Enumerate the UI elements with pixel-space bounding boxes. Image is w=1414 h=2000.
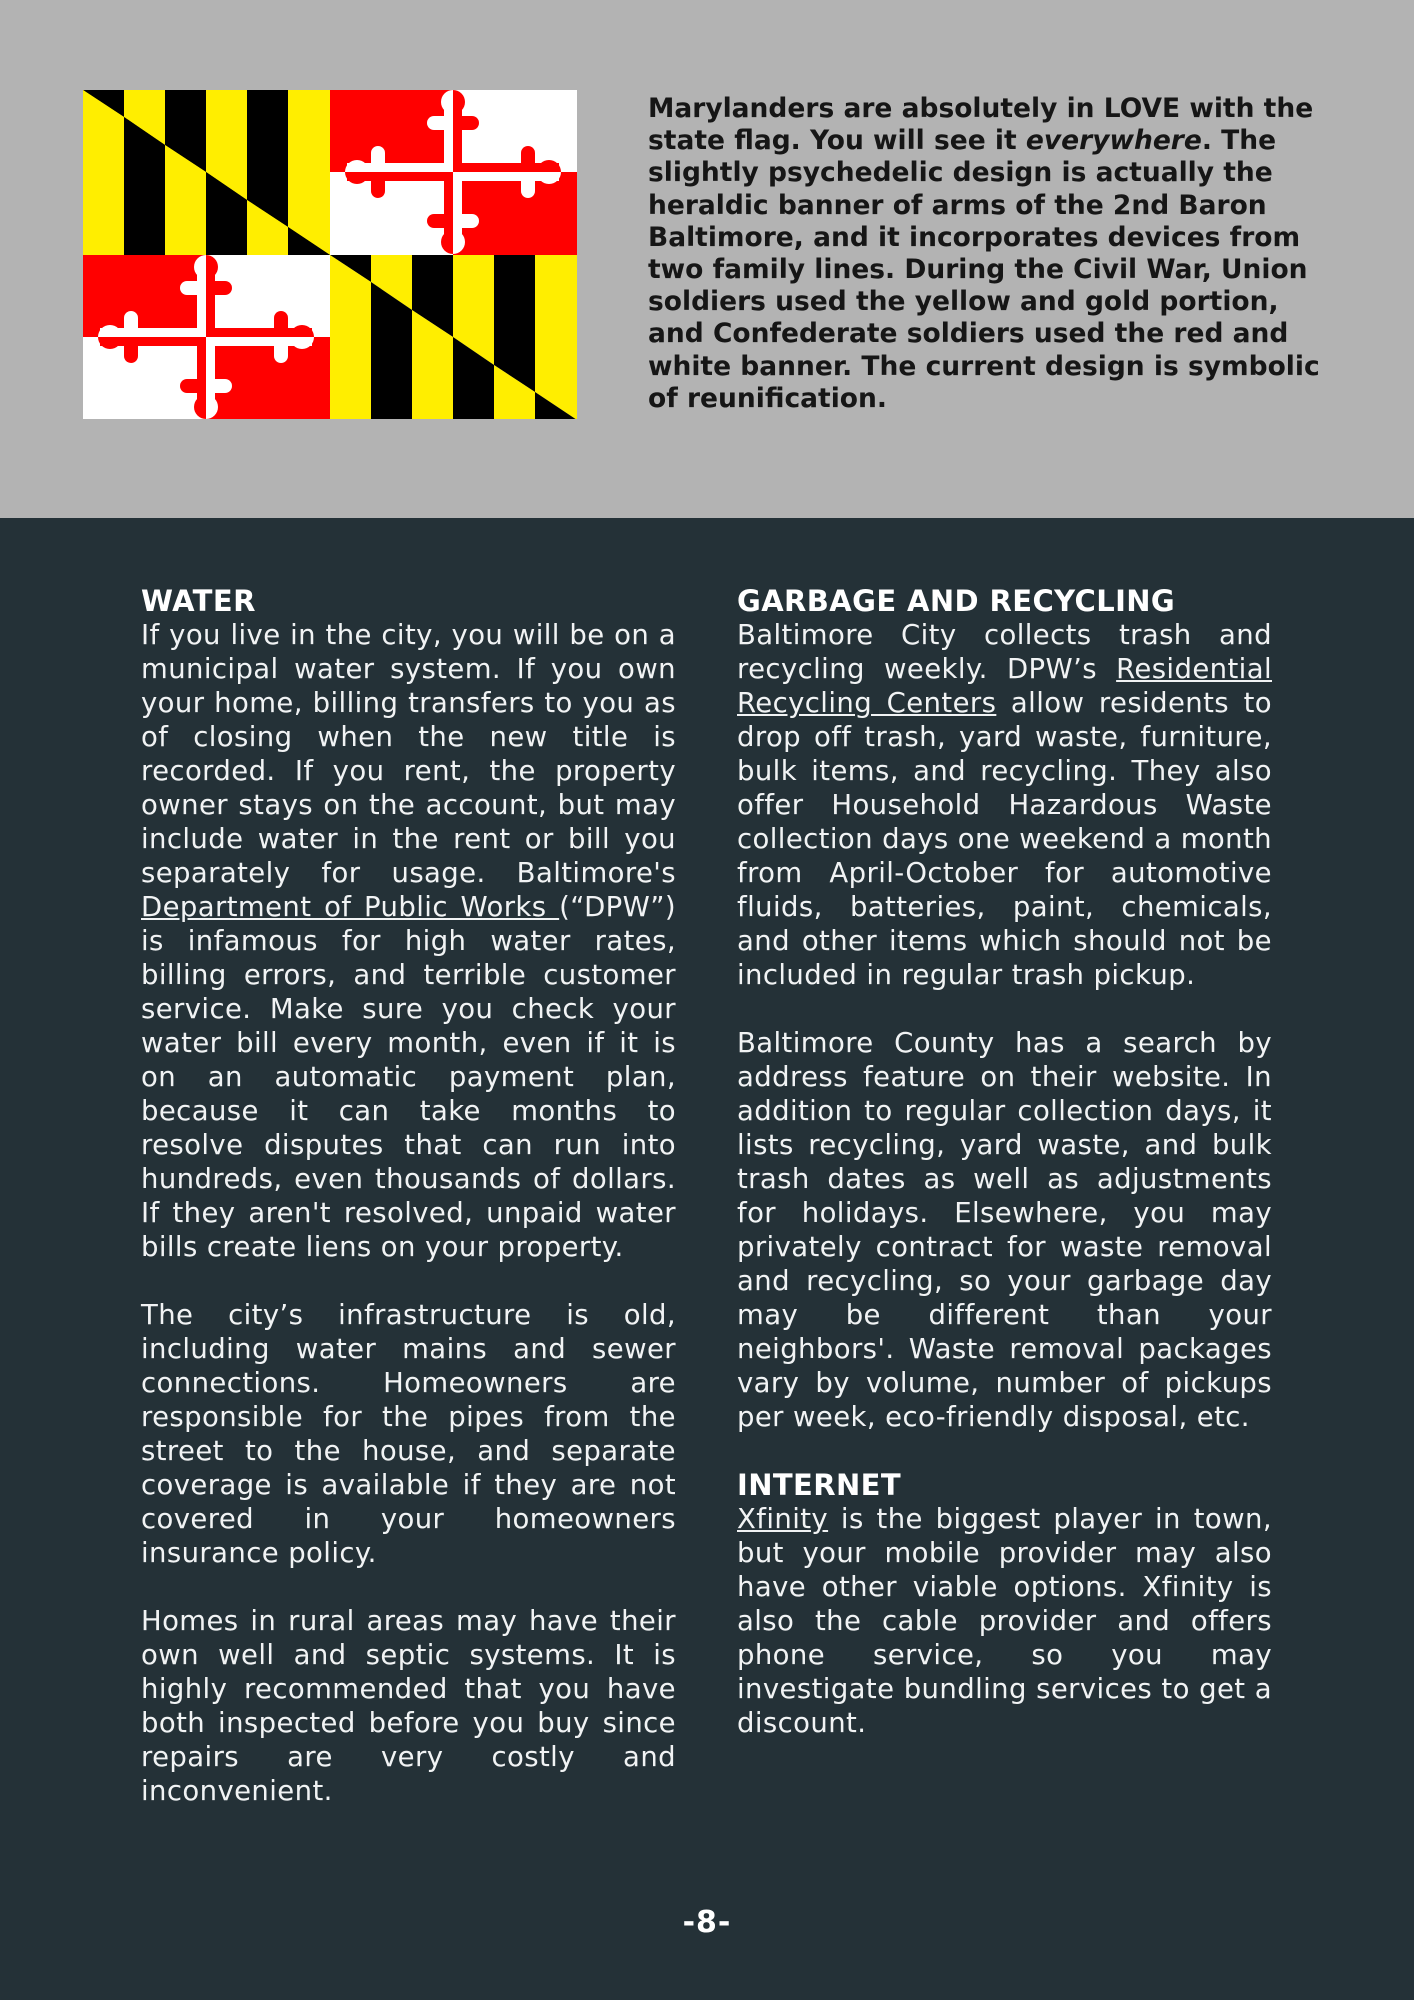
left-column xyxy=(141,584,676,1842)
recycling-centers-link[interactable]: Residential Recycling Centers xyxy=(737,653,1272,719)
water-p1-text-b: (“DPW”) is infamous for high water rates, billing errors, and terrible customer service. Make sure you check your water bill every month, even if it is on an automatic payment plan, because it can take months to resolve disputes that can run into hundreds, even thousands of dollars. If they aren't resolved, unpaid water bills create liens on your property. xyxy=(141,891,676,1263)
xfinity-link[interactable]: Xfinity xyxy=(737,1503,829,1535)
internet-paragraph xyxy=(737,1502,1272,1740)
water-paragraph-3: Homes in rural areas may have their own well and septic systems. It is highly recommended that you have both inspected before you buy since repairs are very costly and inconvenient. xyxy=(141,1605,676,1807)
garbage-heading: GARBAGE AND RECYCLING xyxy=(737,584,1176,618)
maryland-flag-image xyxy=(83,90,577,419)
right-column xyxy=(737,584,1272,1774)
water-p1-text-a: If you live in the city, you will be on a municipal water system. If you own your home, billing transfers to you as of closing when the new title is recorded. If you rent, the property owner stays on the account, but may include water in the rent or bill you separately for usage. Baltimore's xyxy=(141,619,676,889)
garbage-p1-text-a: Baltimore City collects trash and recycling weekly. DPW’s xyxy=(737,619,1272,685)
internet-heading: INTERNET xyxy=(737,1468,902,1502)
water-heading: WATER xyxy=(141,584,256,618)
intro-text-part1: Marylanders are absolutely in LOVE with the state flag. You will see it xyxy=(648,93,1314,157)
internet-p1-text-b: is the biggest player in town, but your mobile provider may also have other viable options. Xfinity is also the cable provider and offers phone service, so you may investigate bundling services to get a discount. xyxy=(737,1503,1272,1739)
dpw-link[interactable]: Department of Public Works xyxy=(141,891,560,923)
water-paragraph-2: The city’s infrastructure is old, including water mains and sewer connections. Homeowners are responsible for the pipes from the street to the house, and separate coverage is available if they are not covered in your homeowners insurance policy. xyxy=(141,1299,676,1569)
garbage-p1-text-b: allow residents to drop off trash, yard waste, furniture, bulk items, and recycling. They also offer Household Hazardous Waste collection days one weekend a month from April-October for automotive fluids, batteries, paint, chemicals, and other items which should not be included in regular trash pickup. xyxy=(737,687,1272,991)
intro-emphasis: everywhere xyxy=(1025,125,1202,157)
intro-text-part2: . The slightly psychedelic design is actually the heraldic banner of arms of the 2nd Baron Baltimore, and it incorporates devices from two family lines. During the Civil War, Union soldiers used the yellow and gold portion, and Confederate soldiers used the red and white banner. The current design is symbolic of reunification. xyxy=(648,125,1320,414)
page-number: -8- xyxy=(682,1905,732,1940)
garbage-paragraph-2: Baltimore County has a search by address feature on their website. In addition to regular collection days, it lists recycling, yard waste, and bulk trash dates as well as adjustments for holidays. Elsewhere, you may privately contract for waste removal and recycling, so your garbage day may be different than your neighbors'. Waste removal packages vary by volume, number of pickups per week, eco-friendly disposal, etc. xyxy=(737,1027,1272,1433)
water-paragraph-1 xyxy=(141,618,676,1264)
garbage-paragraph-1 xyxy=(737,618,1272,992)
flag-intro-text xyxy=(648,93,1338,415)
